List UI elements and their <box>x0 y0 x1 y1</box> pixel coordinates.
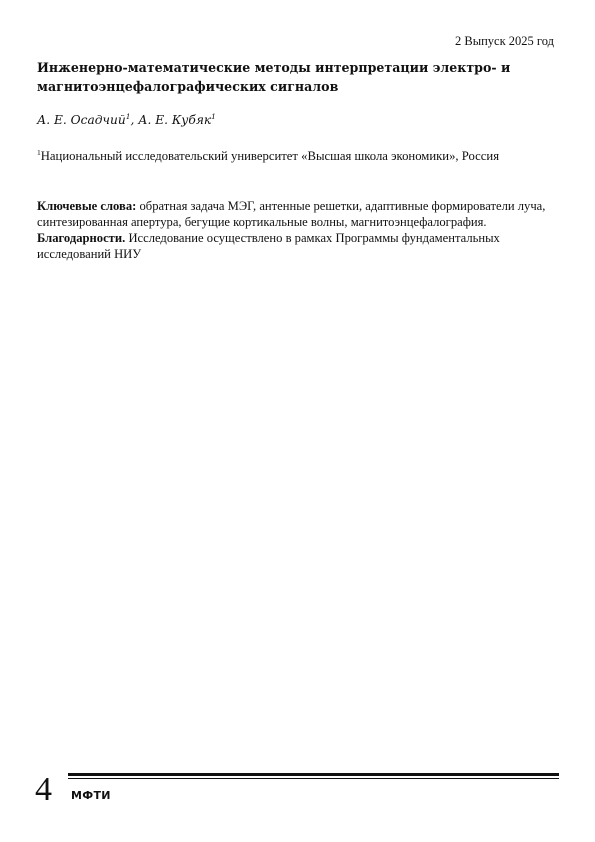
keywords-paragraph <box>37 198 559 230</box>
footer-rule-thick <box>68 773 559 776</box>
issue-label: 2 Выпуск 2025 год <box>455 34 554 48</box>
keywords-text: обратная задача МЭГ, антенные решетки, адаптивные формирователи луча, синтезированная апертура, бегущие кортикальные волны, магнитоэнцефалография. <box>37 199 546 229</box>
author-name: А. Е. Осадчий <box>37 113 126 128</box>
acknowledgements-label: Благодарности. <box>37 231 126 245</box>
author-name: А. Е. Кубяк <box>138 113 212 128</box>
article-title: Инженерно-математические методы интерпретации электро- и магнитоэнцефалографических сигналов <box>37 60 511 94</box>
affiliation-mark: 1 <box>37 148 41 157</box>
authors-line <box>37 112 216 127</box>
acknowledgements-text: Исследование осуществлено в рамках Программы фундаментальных исследований НИУ <box>37 231 500 261</box>
acknowledgements-paragraph <box>37 230 559 262</box>
author-affiliation-mark: 1 <box>211 112 216 121</box>
author-affiliation-mark: 1 <box>125 112 131 121</box>
article-meta <box>37 198 559 262</box>
affiliation-text: Национальный исследовательский университет «Высшая школа экономики», Россия <box>40 149 500 164</box>
footer-rule-thin <box>68 778 559 779</box>
keywords-label: Ключевые слова: <box>37 199 137 213</box>
journal-name: МФТИ <box>71 789 111 802</box>
page-number: 4 <box>35 771 52 808</box>
affiliation <box>37 145 559 164</box>
author-separator: , <box>130 113 139 128</box>
